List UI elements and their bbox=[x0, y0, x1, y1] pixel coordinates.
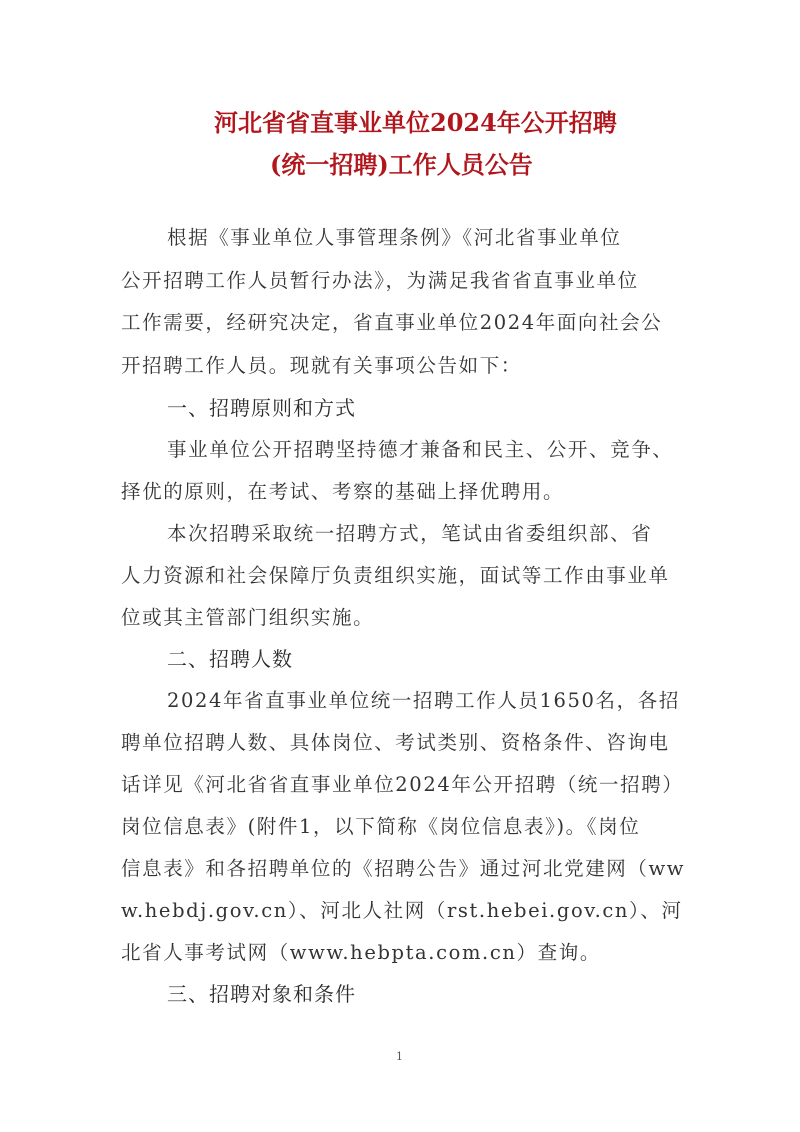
section2-line-4: 岗位信息表》(附件1，以下简称《岗位信息表》)。《岗位 bbox=[121, 815, 641, 838]
section1-p1-line-2: 择优的原则，在考试、考察的基础上择优聘用。 bbox=[121, 480, 565, 503]
page-number: 1 bbox=[396, 1050, 403, 1063]
section2-line-2: 聘单位招聘人数、具体岗位、考试类别、资格条件、咨询电 bbox=[121, 731, 670, 754]
document-title-line1: 河北省省直事业单位2024年公开招聘 bbox=[214, 108, 617, 137]
section2-line-3: 话详见《河北省省直事业单位2024年公开招聘（统一招聘） bbox=[121, 773, 684, 796]
intro-line-2: 公开招聘工作人员暂行办法》，为满足我省省直事业单位 bbox=[121, 269, 639, 292]
section2-line-1: 2024年省直事业单位统一招聘工作人员1650名，各招 bbox=[167, 689, 680, 712]
section-heading-2: 二、招聘人数 bbox=[167, 647, 293, 671]
intro-line-1: 根据《事业单位人事管理条例》《河北省事业单位 bbox=[167, 226, 622, 249]
section1-p2-line-3: 位或其主管部门组织实施。 bbox=[121, 606, 375, 629]
intro-line-4: 开招聘工作人员。现就有关事项公告如下： bbox=[121, 354, 522, 377]
section2-line-7: 北省人事考试网（www.hebpta.com.cn）查询。 bbox=[121, 941, 601, 964]
document-title-line2: (统一招聘)工作人员公告 bbox=[270, 150, 533, 179]
section2-line-6: w.hebdj.gov.cn）、河北人社网（rst.hebei.gov.cn）、河 bbox=[121, 899, 683, 922]
section-heading-3: 三、招聘对象和条件 bbox=[167, 982, 356, 1006]
section1-p2-line-2: 人力资源和社会保障厅负责组织实施，面试等工作由事业单 bbox=[121, 564, 670, 587]
section2-line-5: 信息表》和各招聘单位的《招聘公告》通过河北党建网（ww bbox=[121, 857, 686, 880]
section1-p1-line-1: 事业单位公开招聘坚持德才兼备和民主、公开、竞争、 bbox=[167, 438, 674, 461]
section1-p2-line-1: 本次招聘采取统一招聘方式，笔试由省委组织部、省 bbox=[167, 522, 653, 545]
section-heading-1: 一、招聘原则和方式 bbox=[167, 396, 356, 420]
intro-line-3: 工作需要，经研究决定，省直事业单位2024年面向社会公 bbox=[121, 311, 663, 334]
